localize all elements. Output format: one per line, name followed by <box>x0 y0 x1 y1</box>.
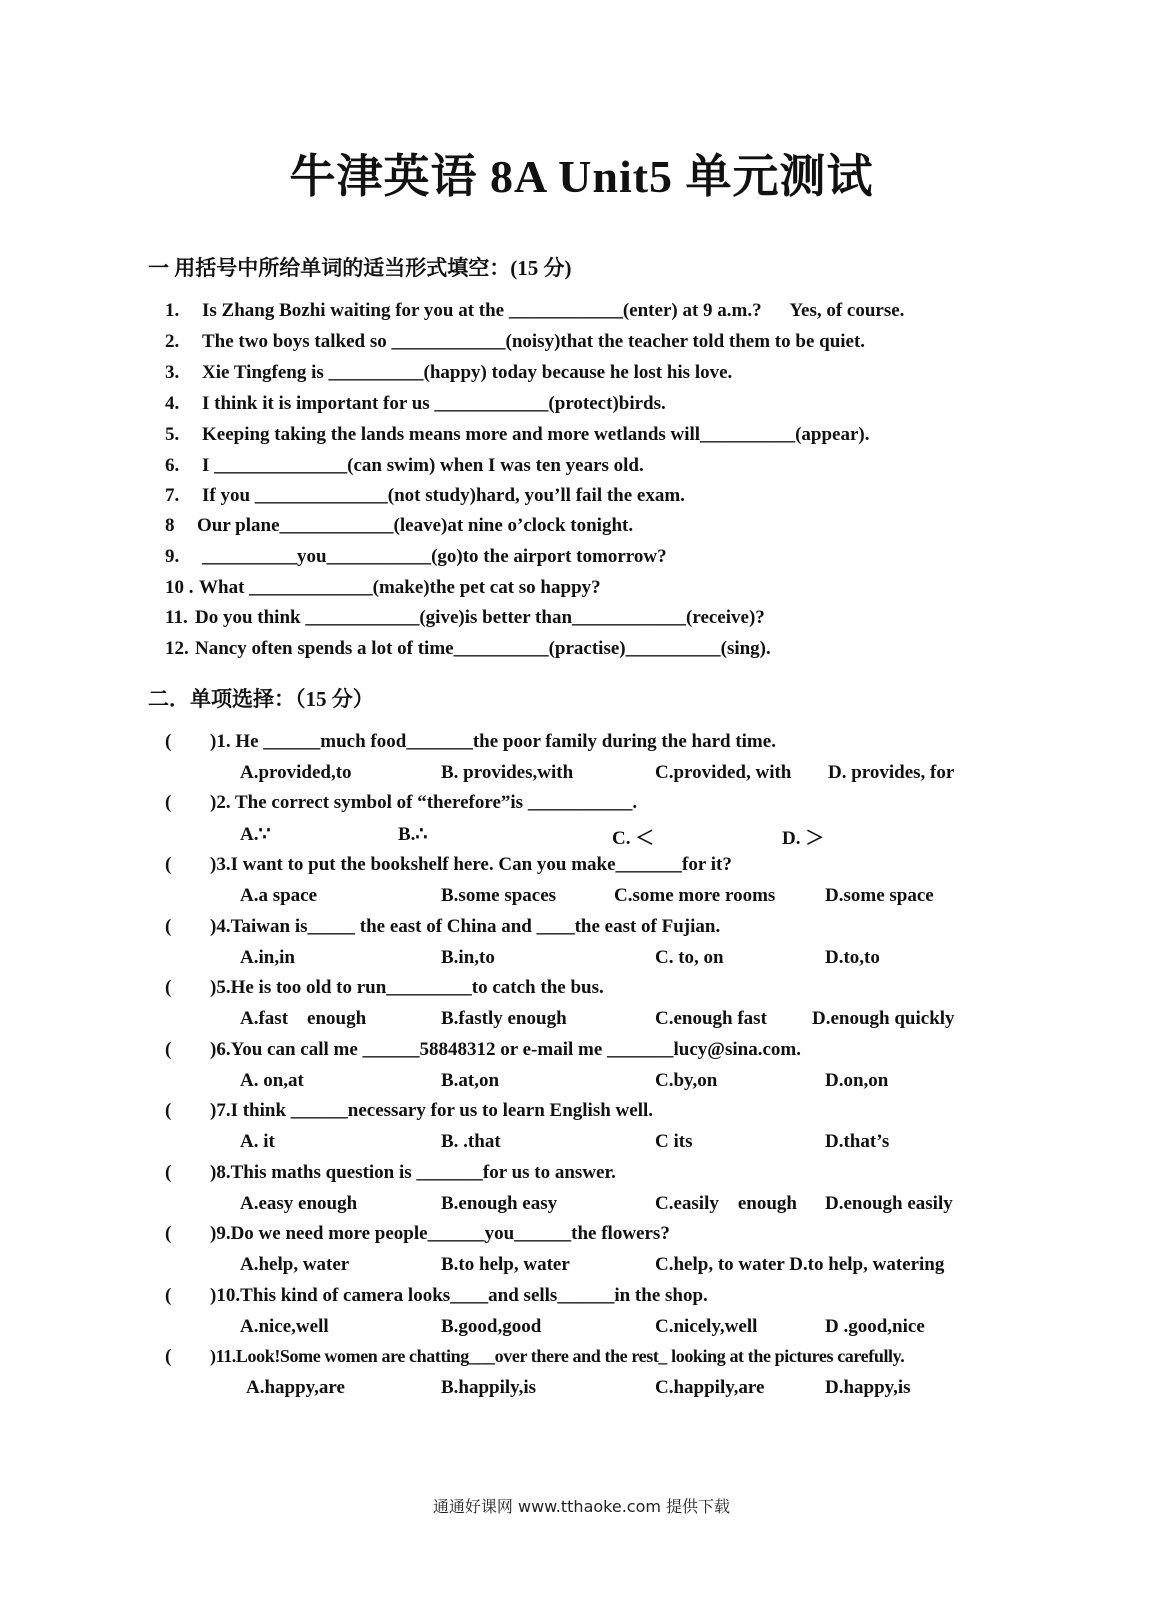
item-text: What _____________(make)the pet cat so happy? <box>199 577 601 598</box>
answer-paren: ( <box>165 731 172 752</box>
option-d: D.to,to <box>825 947 880 968</box>
item-number: 4. <box>165 393 180 414</box>
option-a: A.fast enough <box>240 1008 367 1029</box>
option-c: C.nicely,well <box>655 1316 758 1337</box>
item-number: 12. <box>165 638 189 659</box>
item-text: Keeping taking the lands means more and more wetlands will__________(appear). <box>202 424 870 445</box>
option-a: A. it <box>240 1131 275 1152</box>
question-text: )5.He is too old to run_________to catch the bus. <box>210 977 604 998</box>
question-text: )6.You can call me ______58848312 or e-mail me _______lucy@sina.com. <box>210 1039 801 1060</box>
option-a: A.happy,are <box>246 1377 345 1398</box>
option-c: C.provided, with <box>655 762 792 783</box>
section2-heading: 二．单项选择：（15 分） <box>148 687 374 711</box>
question-text: )4.Taiwan is_____ the east of China and ____the east of Fujian. <box>210 916 721 937</box>
item-text: If you ______________(not study)hard, you’ll fail the exam. <box>202 485 685 506</box>
question-text: )9.Do we need more people______you______the flowers? <box>210 1223 670 1244</box>
answer-paren: ( <box>165 1346 172 1367</box>
option-a: A.nice,well <box>240 1316 329 1337</box>
item-text: I think it is important for us ____________(protect)birds. <box>202 393 666 414</box>
option-d: D.enough easily <box>825 1193 953 1214</box>
item-number: 1. <box>165 300 180 321</box>
section1-heading: 一 用括号中所给单词的适当形式填空：(15 分) <box>148 256 572 280</box>
answer-paren: ( <box>165 1039 172 1060</box>
item-number: 3. <box>165 362 180 383</box>
item-number: 9. <box>165 546 180 567</box>
option-c: C.enough fast <box>655 1008 767 1029</box>
item-text: __________you___________(go)to the airport tomorrow? <box>202 546 667 567</box>
option-b: B.fastly enough <box>441 1008 567 1029</box>
option-b: B. .that <box>441 1131 501 1152</box>
answer-paren: ( <box>165 792 172 813</box>
option-c: C. ＜ <box>612 828 655 849</box>
question-text: )11.Look!Some women are chatting___over there and the rest_ looking at the pictures carefully. <box>210 1346 905 1366</box>
option-c: C.help, to water D.to help, watering <box>655 1254 945 1275</box>
option-b: B.good,good <box>441 1316 542 1337</box>
answer-paren: ( <box>165 1100 172 1121</box>
item-number: 2. <box>165 331 180 352</box>
option-b: B.∴ <box>398 824 428 845</box>
answer-paren: ( <box>165 916 172 937</box>
option-d: D .good,nice <box>825 1316 925 1337</box>
option-d: D.some space <box>825 885 934 906</box>
item-text: Xie Tingfeng is __________(happy) today because he lost his love. <box>202 362 733 383</box>
option-a: A.help, water <box>240 1254 350 1275</box>
option-b: B. provides,with <box>441 762 574 783</box>
option-c: C its <box>655 1131 693 1152</box>
option-b: B.happily,is <box>441 1377 537 1398</box>
option-c: C.by,on <box>655 1070 718 1091</box>
item-text: Our plane____________(leave)at nine o’clock tonight. <box>197 515 634 536</box>
question-text: )7.I think ______necessary for us to learn English well. <box>210 1100 654 1121</box>
option-d: D.enough quickly <box>812 1008 955 1029</box>
option-d: D.that’s <box>825 1131 890 1152</box>
option-b: B.in,to <box>441 947 495 968</box>
option-b: B.enough easy <box>441 1193 558 1214</box>
option-d: D. provides, for <box>828 762 955 783</box>
question-text: )2. The correct symbol of “therefore”is ___________. <box>210 792 638 813</box>
item-text: Do you think ____________(give)is better than____________(receive)? <box>195 607 765 628</box>
answer-paren: ( <box>165 1162 172 1183</box>
question-text: )3.I want to put the bookshelf here. Can you make_______for it? <box>210 854 732 875</box>
option-a: A.easy enough <box>240 1193 358 1214</box>
question-text: )1. He ______much food_______the poor family during the hard time. <box>210 731 776 752</box>
option-c: C.some more rooms <box>614 885 776 906</box>
option-a: A. on,at <box>240 1070 304 1091</box>
item-text: Is Zhang Bozhi waiting for you at the ____________(enter) at 9 a.m.? Yes, of course. <box>202 300 905 321</box>
answer-paren: ( <box>165 854 172 875</box>
item-number: 10 . <box>165 577 194 598</box>
item-text: The two boys talked so ____________(noisy)that the teacher told them to be quiet. <box>202 331 866 352</box>
answer-paren: ( <box>165 977 172 998</box>
item-number: 7. <box>165 485 180 506</box>
option-b: B.at,on <box>441 1070 500 1091</box>
option-a: A.provided,to <box>240 762 352 783</box>
option-d: D.happy,is <box>825 1377 911 1398</box>
answer-paren: ( <box>165 1285 172 1306</box>
option-d: D.on,on <box>825 1070 889 1091</box>
option-c: C.happily,are <box>655 1377 765 1398</box>
option-c: C. to, on <box>655 947 724 968</box>
item-number: 11. <box>165 607 188 628</box>
option-c: C.easily enough <box>655 1193 797 1214</box>
item-text: Nancy often spends a lot of time__________(practise)__________(sing). <box>195 638 771 659</box>
option-a: A.∵ <box>240 824 271 845</box>
option-a: A.a space <box>240 885 318 906</box>
option-b: B.to help, water <box>441 1254 570 1275</box>
option-d: D. ＞ <box>782 828 825 849</box>
page-title: 牛津英语 8A Unit5 单元测试 <box>289 151 874 202</box>
item-number: 6. <box>165 455 180 476</box>
option-a: A.in,in <box>240 947 295 968</box>
item-text: I ______________(can swim) when I was ten years old. <box>202 455 644 476</box>
footer-text: 通通好课网 www.tthaoke.com 提供下载 <box>432 1497 731 1516</box>
question-text: )10.This kind of camera looks____and sells______in the shop. <box>210 1285 708 1306</box>
item-number: 5. <box>165 424 180 445</box>
question-text: )8.This maths question is _______for us to answer. <box>210 1162 616 1183</box>
option-b: B.some spaces <box>441 885 557 906</box>
answer-paren: ( <box>165 1223 172 1244</box>
item-number: 8 <box>165 515 175 536</box>
